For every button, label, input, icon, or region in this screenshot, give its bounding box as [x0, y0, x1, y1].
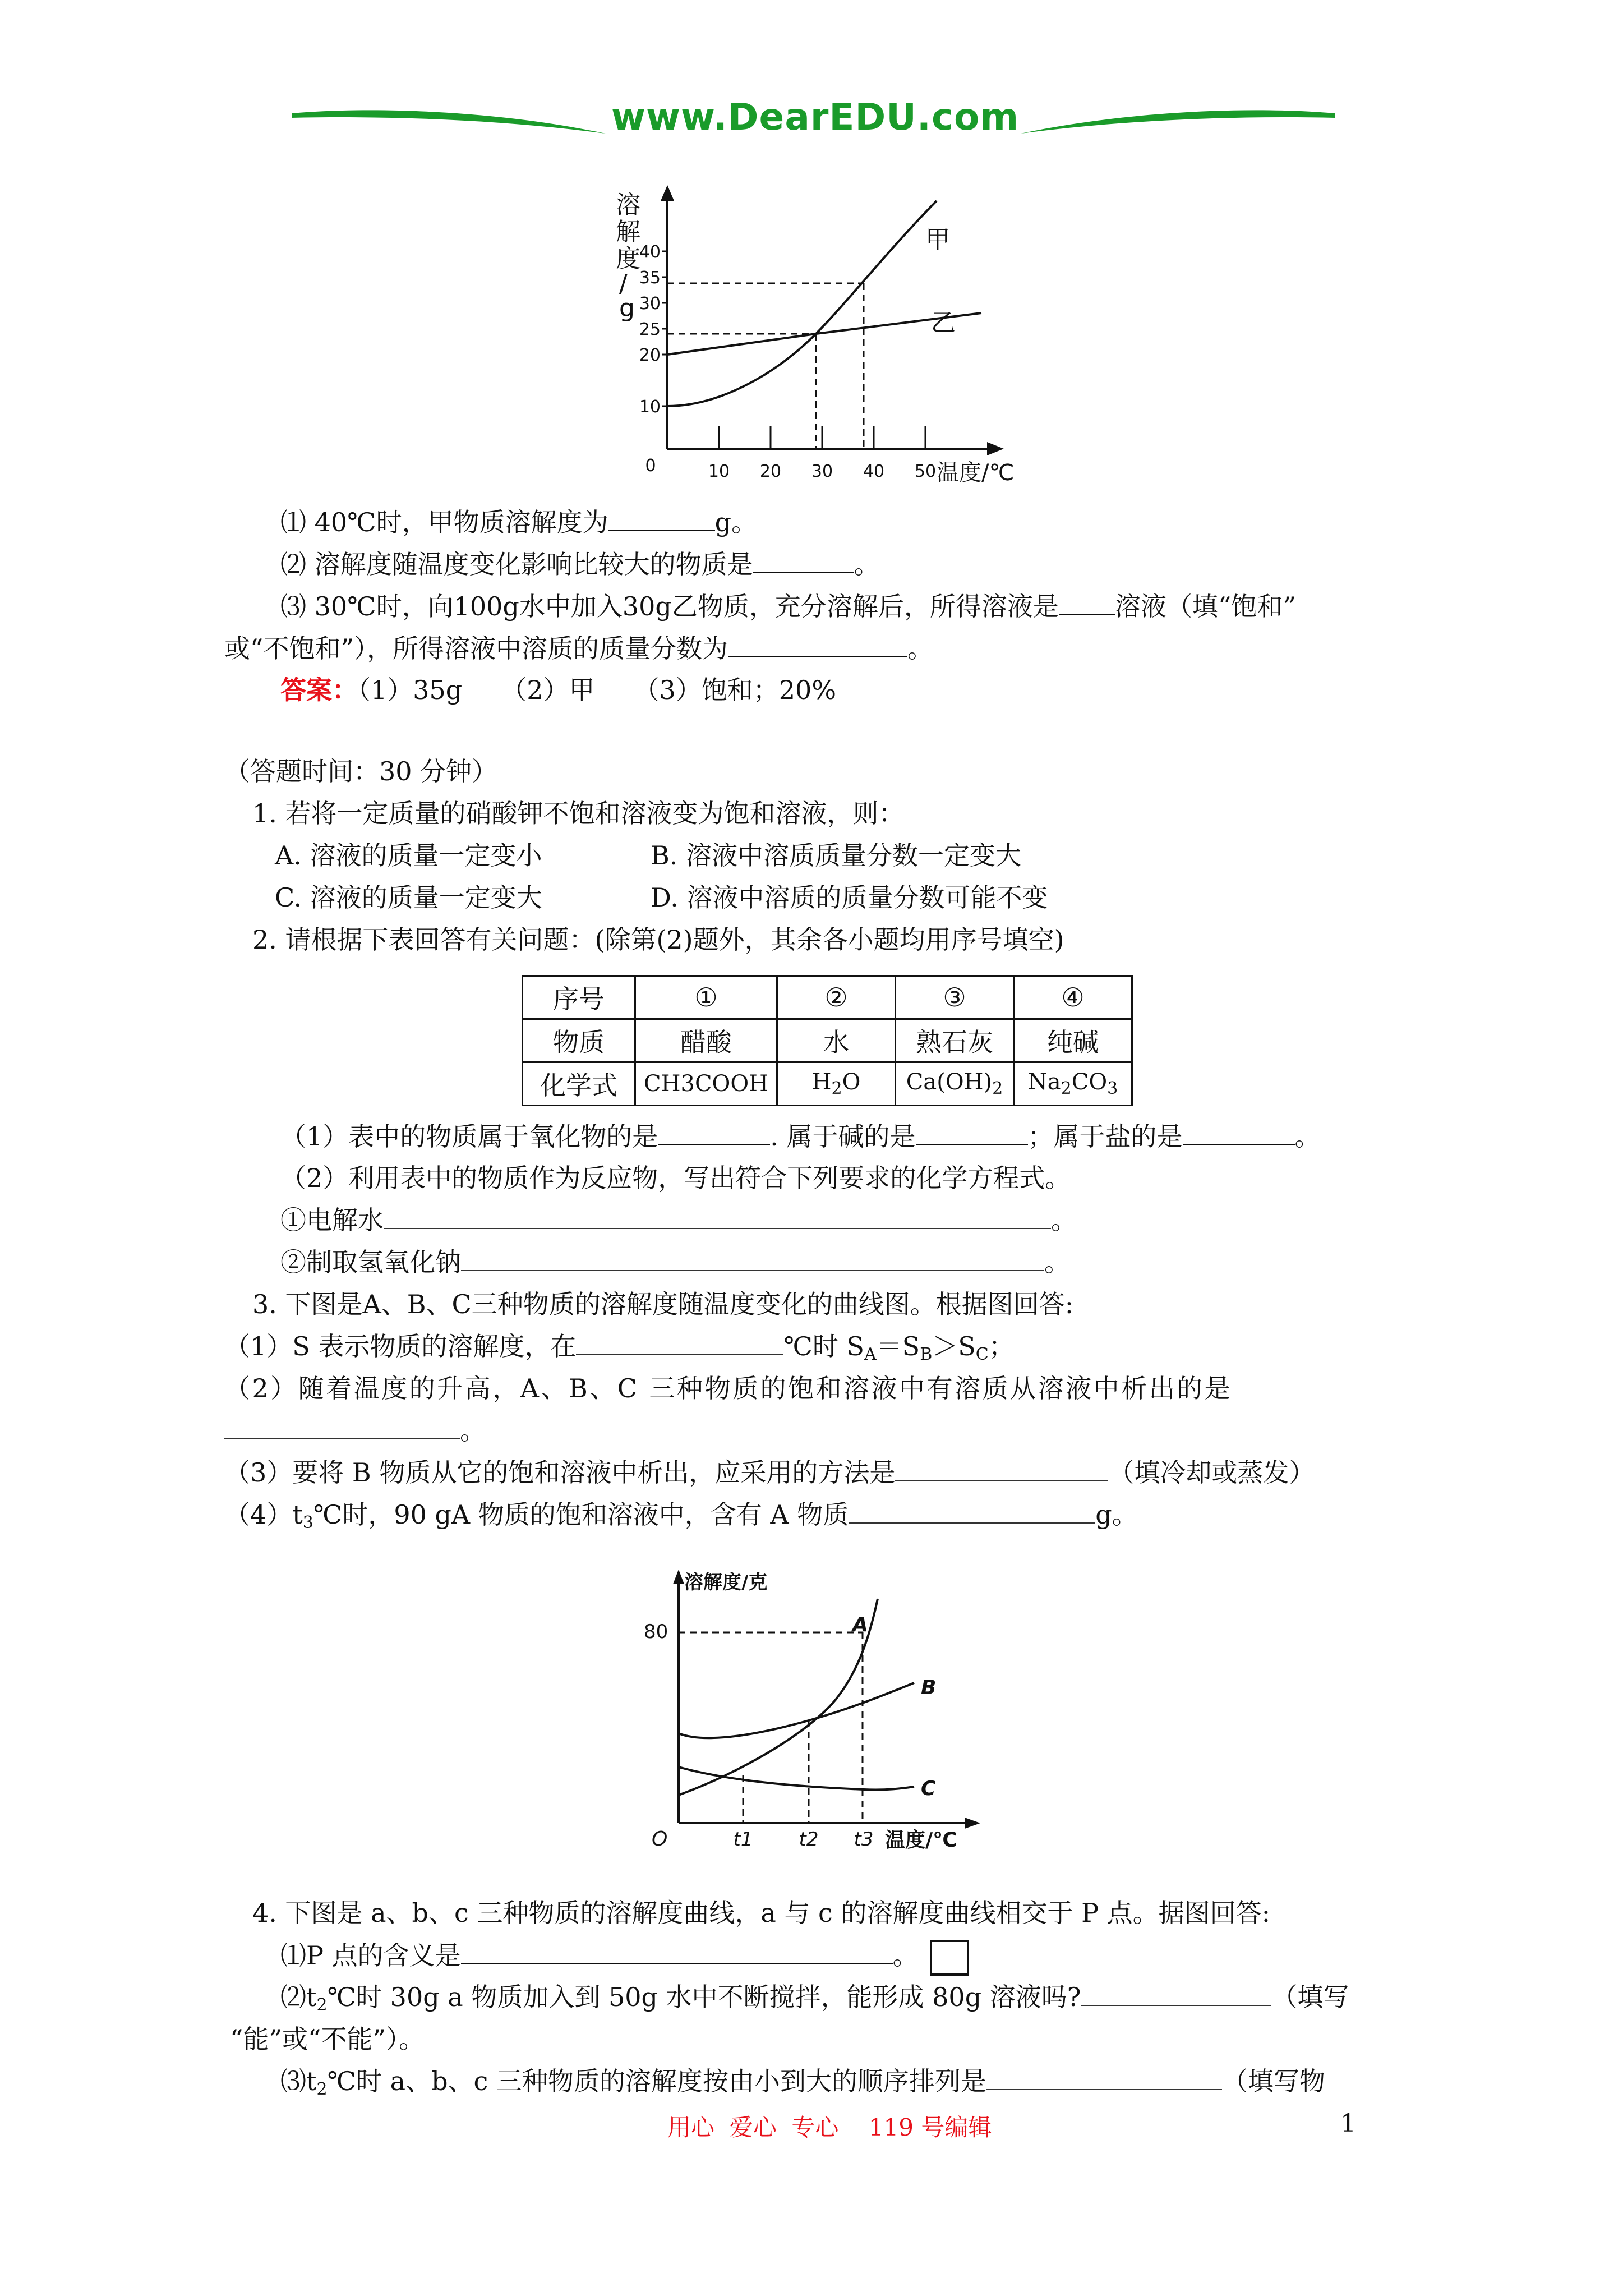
- q2-part2: （2）利用表中的物质作为反应物，写出符合下列要求的化学方程式。: [280, 1163, 1071, 1193]
- header-site[interactable]: www.DearEDU.com: [611, 95, 1020, 139]
- q4-p2c: （填写: [1271, 1982, 1349, 2012]
- formula-h2o: [777, 1062, 896, 1106]
- chart2-y-tick-80: 80: [644, 1621, 668, 1643]
- q4-part2-cont: “能”或“不能”）。: [230, 2024, 425, 2054]
- q2-part2b: [280, 1245, 1070, 1279]
- q4-blank-order[interactable]: [986, 2064, 1222, 2090]
- q4-part3: [280, 2064, 1325, 2106]
- q3-part3: [224, 1456, 1315, 1489]
- chart2-x-arrow: [965, 1818, 980, 1829]
- chart1-y-tick-40: 40: [639, 242, 661, 262]
- f3a: Ca(OH): [906, 1069, 993, 1095]
- chart2-series-a: A: [852, 1613, 868, 1636]
- chart1-y-tick-20: 20: [639, 346, 661, 365]
- chart1-x-arrow: [987, 442, 1004, 455]
- chart1-y-label-4: /: [619, 269, 628, 298]
- q2-stem: 2. 请根据下表回答有关问题：(除第(2)题外，其余各小题均用序号填空): [252, 924, 1064, 955]
- q2-blank-base[interactable]: [916, 1119, 1028, 1145]
- chart2-guides: [679, 1632, 863, 1823]
- chem-table-row-number: [523, 976, 1132, 1019]
- chem-cell-water: 水: [777, 1019, 896, 1062]
- answer-text: （1）35g （2）甲 （3）饱和；20%: [358, 675, 837, 705]
- chart2-origin: O: [652, 1828, 668, 1851]
- q2-blank-salt[interactable]: [1183, 1119, 1295, 1145]
- q1-option-c[interactable]: C. 溶液的质量一定变大: [275, 882, 542, 913]
- chart1-x-tick-30: 30: [811, 462, 833, 481]
- f2a: H: [811, 1069, 832, 1095]
- f4s: 2: [1061, 1079, 1072, 1098]
- q2-p2b-end: 。: [1044, 1247, 1070, 1277]
- chart1-y-axis-label: [616, 191, 640, 323]
- formula-ch3cooh: CH3COOH: [635, 1062, 777, 1106]
- solubility-chart-1: [594, 180, 1077, 494]
- q4-p1a: ⑴P 点的含义是: [280, 1940, 461, 1971]
- q4-p1b: 。: [892, 1940, 919, 1971]
- q3-sub-a: A: [864, 1345, 877, 1364]
- q3-blank-precipitate[interactable]: [224, 1414, 460, 1439]
- intro-q1-text: ⑴ 40℃时，甲物质溶解度为: [280, 507, 608, 537]
- chart1-origin: 0: [645, 456, 656, 476]
- q3-p1b: ℃时 S: [783, 1331, 864, 1361]
- chart2-x-axis-label: 温度/℃: [885, 1829, 957, 1852]
- q4-p2s: 2: [316, 1995, 328, 2015]
- chart2-curve-b: [679, 1683, 914, 1738]
- q2-part1: [280, 1119, 1321, 1153]
- q4-blank-p-meaning[interactable]: [461, 1938, 893, 1964]
- intro-q3b-end: 。: [907, 633, 934, 664]
- intro-q2-text: ⑵ 溶解度随温度变化影响比较大的物质是: [280, 549, 753, 579]
- chart1-x-axis-label: 温度/℃: [937, 460, 1015, 486]
- chem-cell-slaked-lime: 熟石灰: [896, 1019, 1014, 1062]
- chart1-guides: [667, 283, 864, 449]
- f2s: 2: [831, 1079, 842, 1098]
- q2-p1a: （1）表中的物质属于氧化物的是: [280, 1121, 658, 1152]
- chem-table-row-substance: [523, 1019, 1132, 1062]
- q2-part2a: [280, 1203, 1077, 1237]
- q3-blank-temp[interactable]: [576, 1329, 783, 1355]
- q3-blank-mass[interactable]: [849, 1498, 1095, 1524]
- chem-cell-soda-ash: 纯碱: [1014, 1019, 1132, 1062]
- header-banner: [292, 95, 1335, 146]
- intro-q3b: [224, 631, 933, 665]
- chart2-series-c: C: [921, 1777, 936, 1800]
- chart1-curve-jia: [667, 201, 937, 406]
- time-note: （答题时间：30 分钟）: [224, 756, 498, 786]
- intro-q3a: [280, 589, 1296, 623]
- chem-table-row-formula: [523, 1062, 1132, 1106]
- q4-stem: 4. 下图是 a、b、c 三种物质的溶解度曲线，a 与 c 的溶解度曲线相交于 P 点。据图回答:: [252, 1898, 1271, 1928]
- q3-part4: [224, 1498, 1138, 1540]
- intro-q3a-end: 溶液（填“饱和”: [1114, 591, 1296, 622]
- chart1-x-tick-marks: [719, 426, 925, 449]
- chart2-x-tick-t1: t1: [733, 1828, 753, 1851]
- intro-q2: [280, 547, 880, 581]
- f3s: 2: [992, 1079, 1003, 1098]
- chart2-y-axis-label: 溶解度/克: [684, 1571, 768, 1594]
- q3-p3b: （填冷却或蒸发）: [1108, 1457, 1315, 1488]
- intro-q1: [280, 505, 757, 539]
- intro-q2-end: 。: [854, 549, 880, 579]
- f4s2: 3: [1107, 1079, 1118, 1098]
- chart2-series-b: B: [921, 1676, 937, 1699]
- chem-cell-num-3: ③: [896, 976, 1014, 1019]
- q3-sub-c: C: [975, 1345, 989, 1364]
- q3-p1a: （1）S 表示物质的溶解度，在: [224, 1331, 577, 1361]
- q3-stem: 3. 下图是A、B、C三种物质的溶解度随温度变化的曲线图。根据图回答:: [252, 1289, 1074, 1319]
- intro-q3a-blank[interactable]: [1059, 589, 1115, 615]
- chart1-y-label-1: 溶: [616, 191, 640, 219]
- f4b: CO: [1071, 1069, 1108, 1095]
- chart1-y-tick-35: 35: [639, 268, 661, 288]
- intro-q2-blank[interactable]: [753, 547, 854, 573]
- answer-label: 答案：: [280, 675, 358, 705]
- footer-text: 用心 爱心 专心 119 号编辑: [667, 2114, 992, 2141]
- q4-p2b: ℃时 30g a 物质加入到 50g 水中不断搅拌，能形成 80g 溶液吗?: [327, 1982, 1081, 2012]
- q3-p4c: g。: [1095, 1499, 1138, 1530]
- chart1-y-tick-25: 25: [639, 320, 661, 339]
- intro-answer: [280, 673, 836, 707]
- chart2-x-tick-t3: t3: [854, 1828, 874, 1851]
- formula-caoh2: [896, 1062, 1014, 1106]
- q4-p3b: ℃时 a、b、c 三种物质的溶解度按由小到大的顺序排列是: [327, 2066, 986, 2096]
- intro-q3b-text: 或“不饱和”），所得溶液中溶质的质量分数为: [224, 633, 728, 664]
- chart1-x-tick-10: 10: [708, 462, 730, 481]
- q4-p3a: ⑶t: [280, 2066, 317, 2096]
- solubility-chart-2: [628, 1565, 998, 1862]
- q3-p4b: ℃时，90 gA 物质的饱和溶液中，含有 A 物质: [313, 1499, 849, 1530]
- chart1-y-arrow: [661, 185, 674, 201]
- q2-blank-naoh[interactable]: [461, 1245, 1044, 1271]
- q4-part2: [280, 1980, 1349, 2022]
- chart1-series-jia: 甲: [925, 226, 950, 254]
- q3-semi: ；: [988, 1331, 1015, 1361]
- formula-na2co3: [1014, 1062, 1132, 1106]
- q1-stem: 1. 若将一定质量的硝酸钾不饱和溶液变为饱和溶液，则：: [252, 798, 905, 829]
- q2-p1d: 。: [1294, 1121, 1321, 1152]
- chem-cell-header-formula: 化学式: [523, 1062, 635, 1106]
- chart1-y-label-5: g: [619, 294, 635, 323]
- q1-option-b[interactable]: B. 溶液中溶质质量分数一定变大: [651, 840, 1022, 871]
- chart1-y-tick-30: 30: [639, 294, 661, 314]
- q1-option-d[interactable]: D. 溶液中溶质的质量分数可能不变: [651, 882, 1048, 913]
- q3-p4a: （4）t: [224, 1499, 303, 1530]
- q4-p2a: ⑵t: [280, 1982, 317, 2012]
- header-swoosh-right: [1021, 101, 1335, 140]
- f2b: O: [842, 1069, 861, 1095]
- chart1-series-yi: 乙: [931, 309, 956, 337]
- q2-p2a-end: 。: [1051, 1205, 1077, 1235]
- q3-eq: ＝S: [876, 1331, 920, 1361]
- q4-p3s: 2: [316, 2079, 328, 2099]
- chem-cell-num-2: ②: [777, 976, 896, 1019]
- chart1-y-label-3: 度: [616, 245, 640, 273]
- intro-q3a-text: ⑶ 30℃时，向100g水中加入30g乙物质，充分溶解后，所得溶液是: [280, 591, 1059, 622]
- q3-part1: [224, 1329, 1015, 1372]
- q2-blank-electrolysis[interactable]: [384, 1203, 1051, 1229]
- intro-q1-blank[interactable]: [608, 505, 715, 531]
- chem-cell-header-substance: 物质: [523, 1019, 635, 1062]
- chem-table: [522, 975, 1133, 1106]
- chart1-x-tick-20: 20: [759, 462, 782, 481]
- q2-blank-oxide[interactable]: [658, 1119, 770, 1145]
- q2-p2a: ①电解水: [280, 1205, 384, 1235]
- q3-sub-b: B: [920, 1345, 933, 1364]
- q4-answer-box[interactable]: [930, 1940, 969, 1976]
- q3-p2b: 。: [460, 1415, 486, 1446]
- chart1-y-tick-10: 10: [639, 397, 661, 417]
- q2-p1c: ；属于盐的是: [1027, 1121, 1183, 1152]
- chart2-curve-c: [679, 1767, 914, 1790]
- q2-p2b: ②制取氢氧化钠: [280, 1247, 461, 1277]
- chem-cell-acetic-acid: 醋酸: [635, 1019, 777, 1062]
- q4-p3c: （填写物: [1221, 2066, 1325, 2096]
- chart2-x-tick-t2: t2: [799, 1828, 819, 1851]
- chart2-y-arrow: [673, 1570, 684, 1584]
- chem-cell-num-1: ①: [635, 976, 777, 1019]
- header-swoosh-left: [292, 101, 606, 140]
- q3-p3a: （3）要将 B 物质从它的饱和溶液中析出，应采用的方法是: [224, 1457, 896, 1488]
- page-number: 1: [1340, 2109, 1356, 2138]
- intro-q1-end: g。: [714, 507, 758, 537]
- chart1-x-tick-50: 50: [914, 462, 937, 481]
- chart2-curve-a: [679, 1599, 878, 1795]
- chart1-x-tick-40: 40: [863, 462, 885, 481]
- q3-gt: ＞S: [932, 1331, 976, 1361]
- f4a: Na: [1027, 1069, 1061, 1095]
- chem-cell-header-number: 序号: [523, 976, 635, 1019]
- chart1-y-label-2: 解: [616, 218, 640, 246]
- q1-option-a[interactable]: A. 溶液的质量一定变小: [275, 840, 542, 871]
- q4-part1: [280, 1938, 969, 1976]
- q3-p4s: 3: [302, 1513, 313, 1533]
- q2-p1b: . 属于碱的是: [770, 1121, 916, 1152]
- chem-cell-num-4: ④: [1014, 976, 1132, 1019]
- q3-part2-cont: [224, 1414, 486, 1447]
- q3-blank-method[interactable]: [895, 1456, 1108, 1481]
- q4-blank-solution[interactable]: [1081, 1980, 1271, 2006]
- intro-q3b-blank[interactable]: [728, 631, 907, 657]
- q3-part2: （2）随着温度的升高，A、B、C 三种物质的饱和溶液中有溶质从溶液中析出的是: [224, 1373, 1233, 1404]
